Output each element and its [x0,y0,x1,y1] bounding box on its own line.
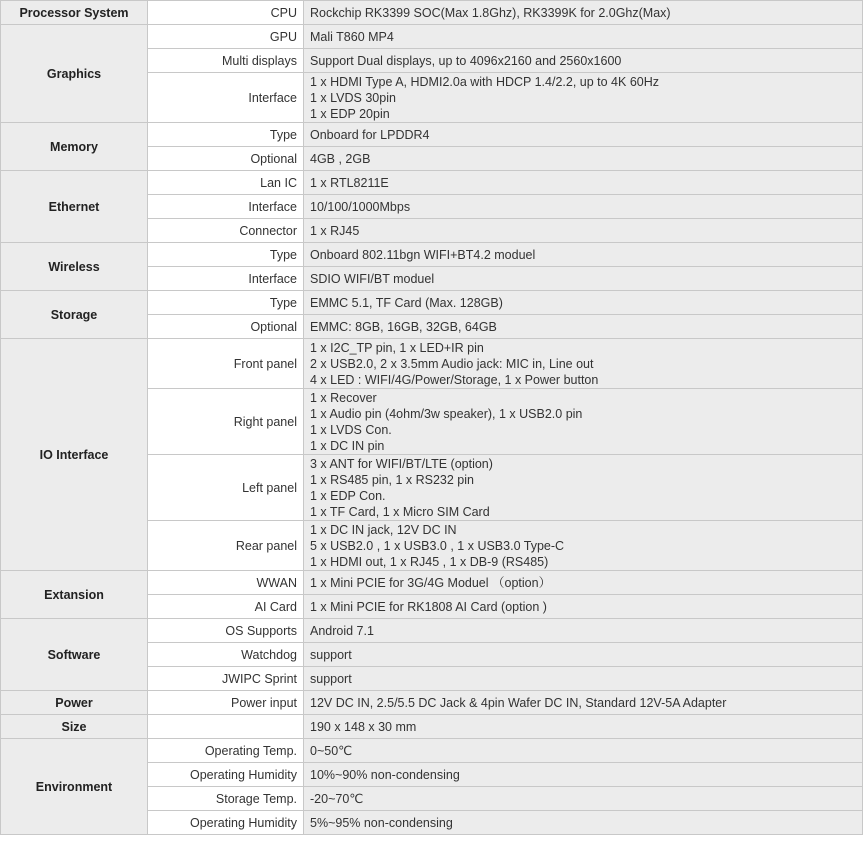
category-power: Power [1,691,148,715]
spec-label-operating-humidity: Operating Humidity [148,763,304,787]
spec-label [148,715,304,739]
spec-label-power-input: Power input [148,691,304,715]
spec-label-type: Type [148,123,304,147]
spec-value-line: 0~50℃ [310,743,353,758]
spec-value [304,73,863,123]
spec-value [304,691,863,715]
spec-row [1,291,863,315]
category-size: Size [1,715,148,739]
spec-label-connector: Connector [148,219,304,243]
spec-value-line: -20~70℃ [310,791,364,806]
category-environment: Environment [1,739,148,835]
spec-label-multi-displays: Multi displays [148,49,304,73]
spec-value [304,619,863,643]
spec-value-line: 190 x 148 x 30 mm [310,719,417,734]
spec-label-cpu: CPU [148,1,304,25]
spec-row [1,691,863,715]
spec-value [304,667,863,691]
category-io-interface: IO Interface [1,339,148,571]
spec-label-interface: Interface [148,73,304,123]
spec-value [304,123,863,147]
spec-value-line: 1 x RTL8211E [310,175,389,190]
spec-value-line: Rockchip RK3399 SOC(Max 1.8Ghz), RK3399K for 2.0Ghz(Max) [310,5,671,20]
spec-label-lan-ic: Lan IC [148,171,304,195]
spec-value [304,1,863,25]
spec-value [304,291,863,315]
spec-row [1,25,863,49]
spec-value [304,171,863,195]
spec-value [304,147,863,171]
category-memory: Memory [1,123,148,171]
spec-value-line: 1 x RJ45 [310,223,360,238]
spec-row [1,619,863,643]
spec-value [304,811,863,835]
spec-value [304,267,863,291]
spec-value [304,195,863,219]
spec-value-line: Android 7.1 [310,623,374,638]
spec-label-optional: Optional [148,147,304,171]
spec-value [304,595,863,619]
spec-value [304,643,863,667]
spec-value-line: 12V DC IN, 2.5/5.5 DC Jack & 4pin Wafer DC IN, Standard 12V-5A Adapter [310,695,727,710]
spec-value-line: 4 x LED : WIFI/4G/Power/Storage, 1 x Power button [310,372,599,387]
spec-value-line: Onboard for LPDDR4 [310,127,430,142]
spec-value-line: 4GB , 2GB [310,151,371,166]
category-graphics: Graphics [1,25,148,123]
spec-label-interface: Interface [148,195,304,219]
spec-value [304,315,863,339]
spec-label-interface: Interface [148,267,304,291]
spec-row [1,715,863,739]
spec-value-line: Mali T860 MP4 [310,29,394,44]
spec-value-line: 3 x ANT for WIFI/BT/LTE (option) [310,456,493,471]
spec-value [304,739,863,763]
spec-label-type: Type [148,291,304,315]
spec-value-line: 1 x Audio pin (4ohm/3w speaker), 1 x USB2.0 pin [310,406,583,421]
spec-value-line: 1 x HDMI out, 1 x RJ45 , 1 x DB-9 (RS485) [310,554,549,569]
spec-label-ai-card: AI Card [148,595,304,619]
category-storage: Storage [1,291,148,339]
spec-label-optional: Optional [148,315,304,339]
spec-value [304,389,863,455]
spec-value-line: 1 x TF Card, 1 x Micro SIM Card [310,504,490,519]
spec-label-right-panel: Right panel [148,389,304,455]
spec-value [304,243,863,267]
spec-value [304,787,863,811]
spec-row [1,739,863,763]
spec-value-line: 1 x EDP Con. [310,488,386,503]
spec-value-line: 10/100/1000Mbps [310,199,411,214]
spec-label-gpu: GPU [148,25,304,49]
spec-row [1,339,863,389]
spec-label-operating-temp: Operating Temp. [148,739,304,763]
spec-value [304,715,863,739]
spec-table-body [1,1,863,835]
spec-value-line: support [310,647,352,662]
spec-value [304,339,863,389]
spec-label-jwipc-sprint: JWIPC Sprint [148,667,304,691]
spec-value-line: 1 x EDP 20pin [310,106,390,121]
spec-value-line: 1 x DC IN pin [310,438,385,453]
spec-value [304,49,863,73]
spec-label-watchdog: Watchdog [148,643,304,667]
spec-label-storage-temp: Storage Temp. [148,787,304,811]
spec-label-wwan: WWAN [148,571,304,595]
spec-value-line: 1 x Mini PCIE for RK1808 AI Card (option ) [310,599,547,614]
category-processor-system: Processor System [1,1,148,25]
spec-label-type: Type [148,243,304,267]
spec-value [304,571,863,595]
spec-value-line: 5 x USB2.0 , 1 x USB3.0 , 1 x USB3.0 Type-C [310,538,565,553]
category-software: Software [1,619,148,691]
spec-value-line: EMMC: 8GB, 16GB, 32GB, 64GB [310,319,497,334]
spec-value-line: 5%~95% non-condensing [310,815,453,830]
spec-value [304,25,863,49]
spec-value-line: 1 x Mini PCIE for 3G/4G Moduel （option） [310,575,552,590]
spec-row [1,243,863,267]
spec-value-line: Support Dual displays, up to 4096x2160 and 2560x1600 [310,53,622,68]
spec-value-line: Onboard 802.11bgn WIFI+BT4.2 moduel [310,247,536,262]
spec-value-line: 10%~90% non-condensing [310,767,460,782]
category-ethernet: Ethernet [1,171,148,243]
spec-value-line: 1 x LVDS Con. [310,422,392,437]
spec-label-left-panel: Left panel [148,455,304,521]
spec-value [304,521,863,571]
spec-value [304,763,863,787]
category-wireless: Wireless [1,243,148,291]
spec-row [1,571,863,595]
spec-row [1,171,863,195]
spec-value-line: 1 x RS485 pin, 1 x RS232 pin [310,472,474,487]
spec-value-line: 1 x I2C_TP pin, 1 x LED+IR pin [310,340,484,355]
spec-value [304,455,863,521]
spec-value [304,219,863,243]
spec-label-rear-panel: Rear panel [148,521,304,571]
spec-row [1,123,863,147]
spec-label-operating-humidity: Operating Humidity [148,811,304,835]
spec-value-line: 1 x LVDS 30pin [310,90,396,105]
spec-value-line: 1 x Recover [310,390,377,405]
spec-label-os-supports: OS Supports [148,619,304,643]
spec-value-line: EMMC 5.1, TF Card (Max. 128GB) [310,295,503,310]
category-extansion: Extansion [1,571,148,619]
spec-row [1,1,863,25]
spec-label-front-panel: Front panel [148,339,304,389]
spec-value-line: 1 x HDMI Type A, HDMI2.0a with HDCP 1.4/2.2, up to 4K 60Hz [310,74,659,89]
spec-value-line: support [310,671,352,686]
spec-value-line: 1 x DC IN jack, 12V DC IN [310,522,457,537]
spec-value-line: 2 x USB2.0, 2 x 3.5mm Audio jack: MIC in, Line out [310,356,594,371]
spec-value-line: SDIO WIFI/BT moduel [310,271,435,286]
